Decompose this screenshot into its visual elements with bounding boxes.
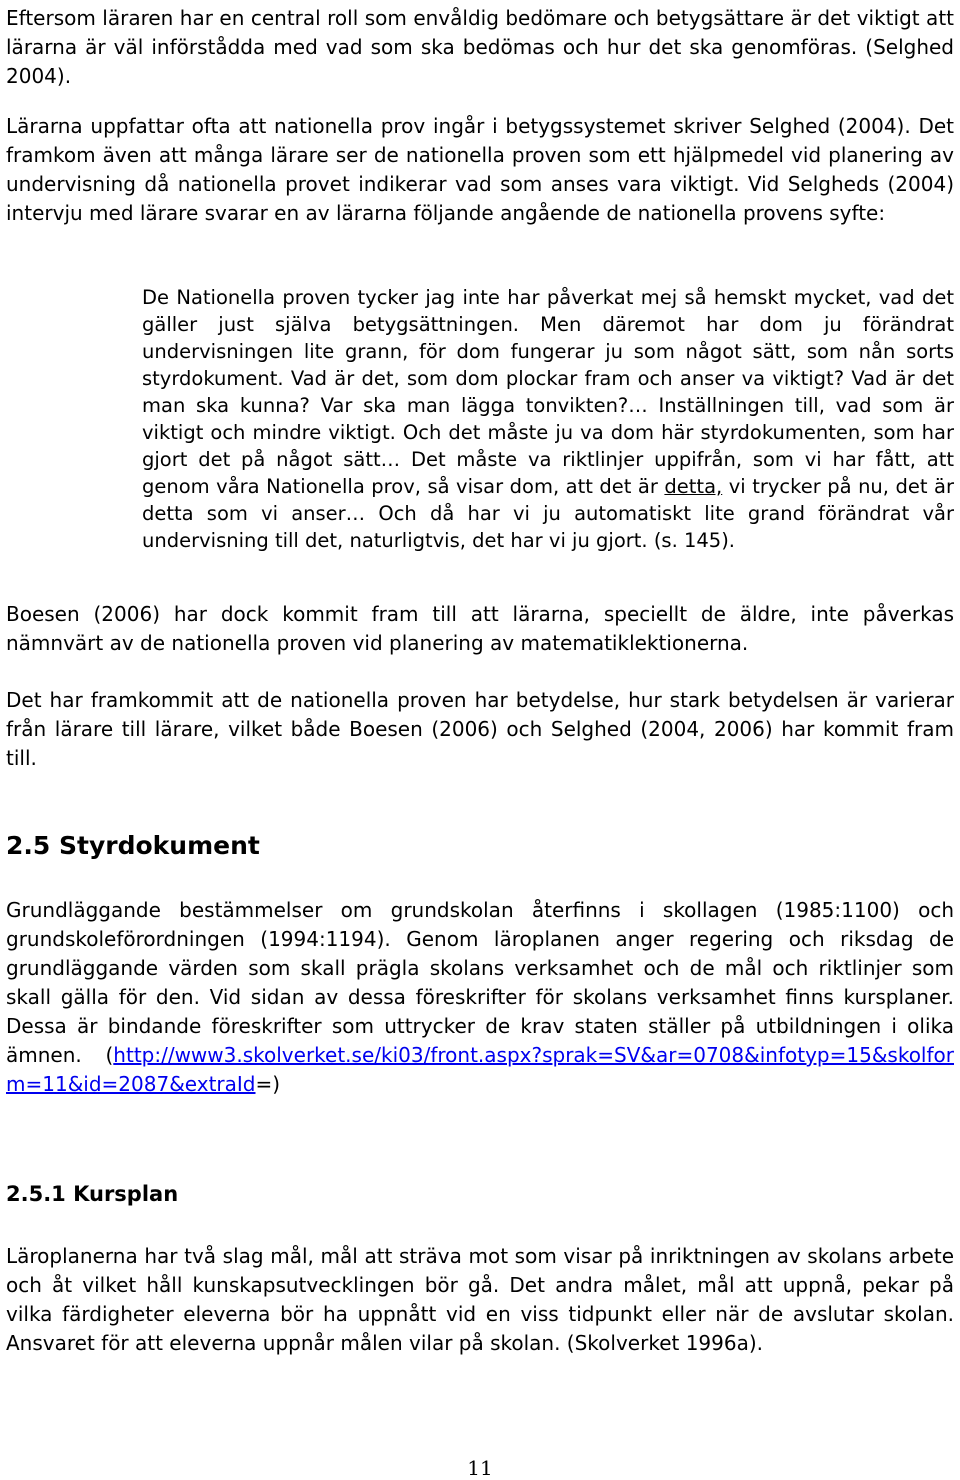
skolverket-url-link[interactable]: http://www3.skolverket.se/ki03/front.aspx?sprak=SV&ar=0708&infotyp=15&skolform=11&id=2087&extraId [6,1043,954,1096]
page-number: 11 [467,1456,493,1480]
quote-text-start: De Nationella proven tycker jag inte har påverkat mej så hemskt mycket, vad det gäller just själva betygsättningen. Men däremot har dom ju förändrat undervisningen lite grann, för dom fungerar ju som något sätt, som nån sorts styrdokument. Vad är det, som dom plockar fram och anser va viktigt? Vad är det man ska kunna? Var ska man lägga tonvikten?… Inställningen till, vad som är viktigt och mindre viktigt. Och det måste ju va dom här styrdokumenten, som har gjort det på något sätt… Det måste va riktlinjer uppifrån, som vi har fått, att genom våra Nationella prov, så visar dom, att det är [142,286,954,498]
section-heading-styrdokument: 2.5 Styrdokument [6,831,260,860]
paragraph-regulations [6,896,954,1099]
quote-text-end: vi trycker på nu, det är detta som vi anser… Och då har vi ju automatiskt lite grand förändrat vår undervisning till det, naturligtvis, det har vi ju gjort. (s. 145). [142,475,954,552]
paragraph-boesen-2006: Boesen (2006) har dock kommit fram till att lärarna, speciellt de äldre, inte påverkas nämnvärt av de nationella proven vid planering av matematiklektionerna. [6,602,954,655]
paragraph-teacher-role: Eftersom läraren har en central roll som envåldig bedömare och betygsättare är det viktigt att lärarna är väl införstådda med vad som ska bedömas och hur det ska genomföras. (Selghed 2004). [6,6,954,88]
quote-underlined-word: detta, [664,475,723,498]
paragraph-significance-varies: Det har framkommit att de nationella proven har betydelse, hur stark betydelsen är varierar från lärare till lärare, vilket både Boesen (2006) och Selghed (2004, 2006) har kommit fram till. [6,688,954,770]
paragraph-national-tests-perception: Lärarna uppfattar ofta att nationella prov ingår i betygssystemet skriver Selghed (2004). Det framkom även att många lärare ser de nationella proven som ett hjälpmedel vid planering av undervisning då nationella provet indikerar vad som anses vara viktigt. Vid Selgheds (2004) intervju med lärare svarar en av lärarna följande angående de nationella provens syfte: [6,114,954,225]
subsection-heading-kursplan: 2.5.1 Kursplan [6,1182,179,1206]
paragraph-curriculum-goals: Läroplanerna har två slag mål, mål att sträva mot som visar på inriktningen av skolans arbete och åt vilket håll kunskapsutvecklingen bör gå. Det andra målet, mål att uppnå, pekar på vilka färdigheter eleverna bör ha uppnått vid en viss tidpunkt eller när de avslutar skolan. Ansvaret för att eleverna uppnår målen vilar på skolan. (Skolverket 1996a). [6,1244,954,1355]
regulations-text: Grundläggande bestämmelser om grundskolan återfinns i skollagen (1985:1100) och grundskoleförordningen (1994:1194). Genom läroplanen anger regering och riksdag de grundläggande värden som skall prägla skolans verksamhet och de mål och riktlinjer som skall gälla för den. Vid sidan av dessa föreskrifter för skolans verksamhet finns kursplaner. Dessa är bindande föreskrifter som uttrycker de krav staten ställer på utbildningen i olika ämnen. [6,898,954,1067]
link-open-paren: ( [105,1043,114,1067]
link-close-text: =) [255,1072,281,1096]
block-quote-teacher-interview [142,284,954,554]
